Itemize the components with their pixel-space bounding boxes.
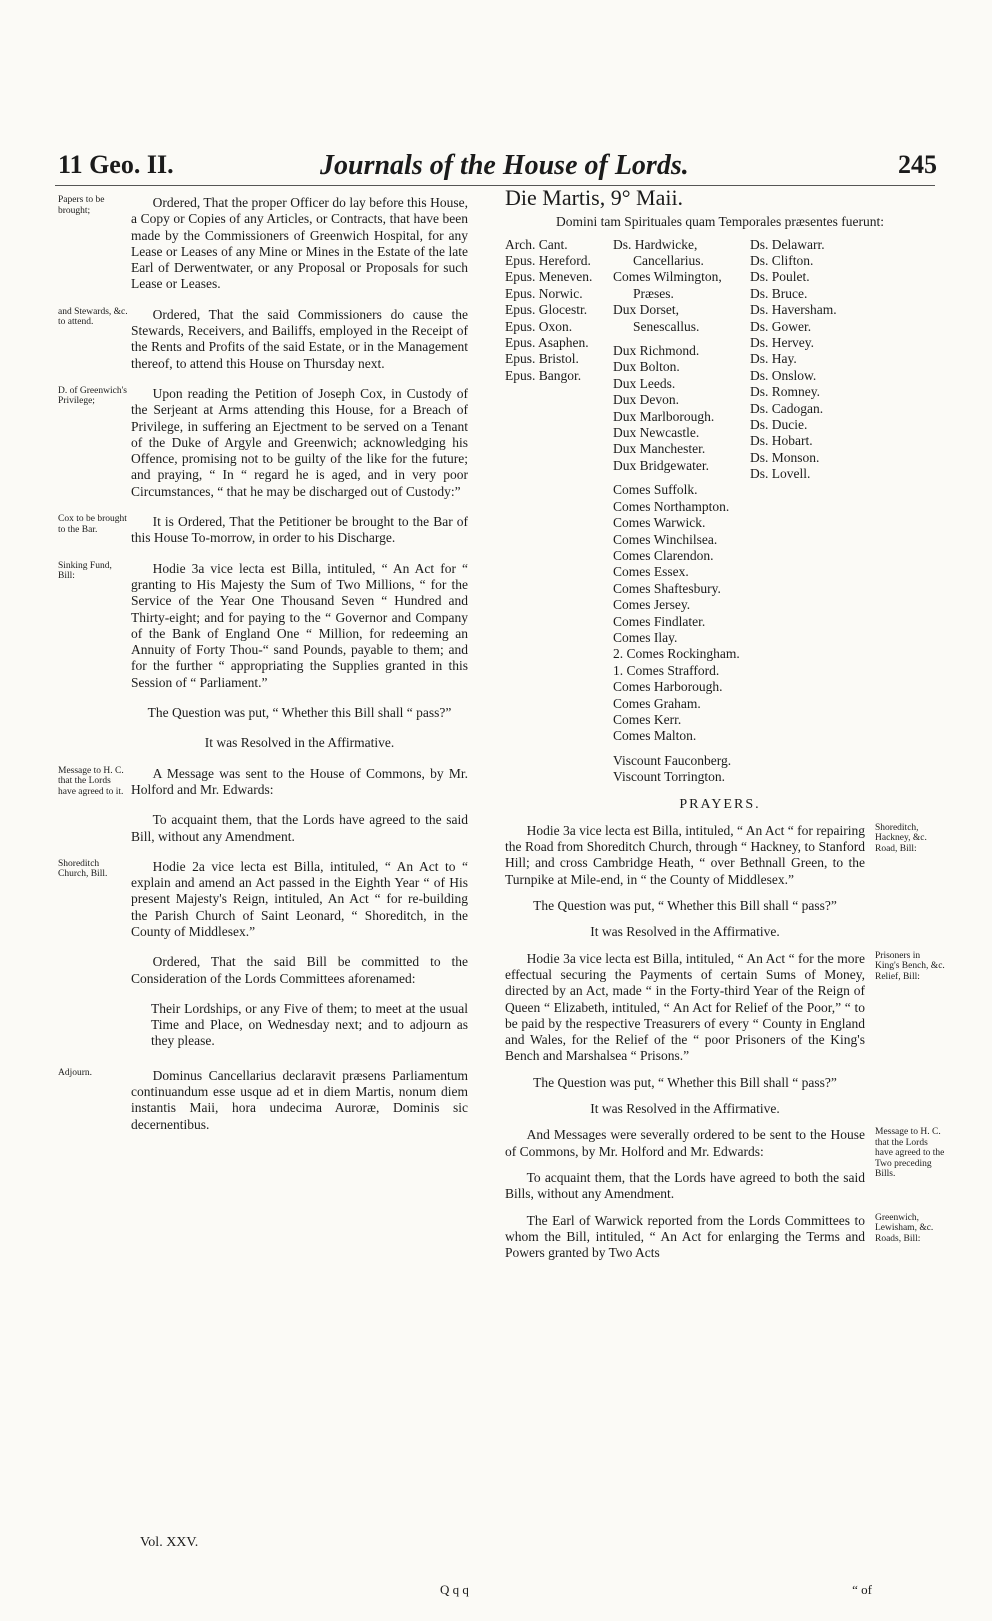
attendee-name: Comes Harborough. xyxy=(613,679,723,695)
page-header-left: 11 Geo. II. xyxy=(58,150,174,179)
margin-note: and Stewards, &c. to attend. xyxy=(58,306,128,328)
entry-text: It was Resolved in the Affirmative. xyxy=(590,924,780,940)
attendee-name xyxy=(613,474,753,482)
page-number: 245 xyxy=(898,150,937,179)
attendee-name: Arch. Cant. xyxy=(505,236,568,252)
entry xyxy=(505,823,935,888)
margin-note: Sinking Fund, Bill: xyxy=(58,560,112,582)
attendee-name: Dux Bolton. xyxy=(613,359,680,375)
attendee-name: Ds. Onslow. xyxy=(750,367,817,383)
entry-text: To acquaint them, that the Lords have agreed to both the said Bills, without any Amendment. xyxy=(505,1169,865,1202)
attendee-name: Comes Malton. xyxy=(613,728,697,744)
entry-text: Ordered, That the proper Officer do lay before this House, a Copy or Copies of any Articles, or Contracts, that have been made by the Commissioners of Greenwich Hospital, for any Lease or Leases of any Mine or Mines in the Estate of the late Earl of Derwentwater, or any Proposal or Proposals for such Lease or Leases. xyxy=(131,195,468,292)
entry-text: The Question was put, “ Whether this Bill shall “ pass?” xyxy=(147,705,452,721)
attendee-name: Comes Jersey. xyxy=(613,597,691,613)
left-column xyxy=(58,195,468,1147)
sitting-date: Die Martis, 9° Maii. xyxy=(505,185,684,210)
entry-adjourn xyxy=(58,1068,468,1133)
attendee-name: Dux Bridgewater. xyxy=(613,457,709,473)
entry-text: A Message was sent to the House of Commons, by Mr. Holford and Mr. Edwards: xyxy=(131,765,468,797)
attendee-name: 2. Comes Rockingham. xyxy=(613,646,740,662)
attendee-name: Ds. Monson. xyxy=(750,449,820,465)
margin-note: Shoreditch Church, Bill. xyxy=(58,858,108,880)
entry-lordships xyxy=(58,1001,468,1050)
entry-privilege xyxy=(58,386,468,500)
attendee-name: 1. Comes Strafford. xyxy=(613,662,720,678)
entry xyxy=(505,1213,935,1262)
attendee-name: Dux Newcastle. xyxy=(613,425,700,441)
attendee-name: Ds. Hervey. xyxy=(750,335,814,351)
attendee-name xyxy=(613,335,753,343)
attendee-name: Epus. Oxon. xyxy=(505,318,573,334)
attendee-name: Ds. Clifton. xyxy=(750,253,814,268)
attendee-name xyxy=(613,745,753,753)
entry-cox xyxy=(58,514,468,547)
entry xyxy=(505,1170,935,1203)
prayers-heading: PRAYERS. xyxy=(679,796,761,812)
attendee-name: Ds. Cadogan. xyxy=(750,400,824,416)
attendee-name: Comes Shaftesbury. xyxy=(613,580,721,596)
attendee-name: Dux Richmond. xyxy=(613,343,700,359)
entry-text: Ordered, That the said Bill be committed to the Consideration of the Lords Committees aforenamed: xyxy=(131,954,468,986)
catchword: “ of xyxy=(852,1582,872,1597)
attendee-name: Comes Kerr. xyxy=(613,711,682,727)
entry-text: Hodie 2a vice lecta est Billa, intituled, “ An Act to “ explain and amend an Act passed in the Eighth Year “ of His present Majesty's Reign, intituled, An Act “ for re-building the Parish Church of Saint Leonard, “ Shoreditch, in the County of Middlesex.” xyxy=(131,858,468,939)
volume-label: Vol. XXV. xyxy=(140,1535,199,1550)
present-heading: Domini tam Spirituales quam Temporales præsentes fuerunt: xyxy=(556,214,884,230)
margin-note: Cox to be brought to the Bar. xyxy=(58,514,127,535)
entry xyxy=(505,1101,935,1117)
margin-note: Message to H. C. that the Lords have agreed to it. xyxy=(58,765,124,797)
attendee-name: Ds. Delawarr. xyxy=(750,236,825,252)
entry-text: Their Lordships, or any Five of them; to meet at the usual Time and Place, on Wednesday next; and to adjourn as they please. xyxy=(151,1000,468,1049)
right-column xyxy=(505,185,945,1271)
entry-text: It was Resolved in the Affirmative. xyxy=(204,735,395,751)
entry-text: It is Ordered, That the Petitioner be brought to the Bar of this House To-morrow, in order to his Discharge. xyxy=(131,514,468,546)
entry-text: Hodie 3a vice lecta est Billa, intituled, “ An Act “ for the more effectual securing the Payments of certain Sums of Money, directed by an Act, made “ in the Forty-third Year of the Reign of Queen “ Elizabeth, intituled, “ An Act for Relief of the Poor,” “ to be paid by the respective Treasurers of every “ County in England and Wales, for the Relief of the “ poor Prisoners of the King's Bench and Marshalsea “ Prisons.” xyxy=(505,950,865,1064)
attendee-name: Comes Suffolk. xyxy=(613,482,698,498)
attendee-name: Epus. Glocestr. xyxy=(505,302,588,318)
entry-committed xyxy=(58,954,468,987)
attendee-name: Comes Warwick. xyxy=(613,515,706,531)
entry xyxy=(505,1075,935,1091)
page-header-title: Journals of the House of Lords. xyxy=(320,150,689,181)
bishops-list xyxy=(505,237,600,385)
entry-text: Dominus Cancellarius declaravit præsens Parliamentum continuandum esse usque ad et in diem Martis, nonum diem instantis Maii, hora undecima Auroræ, Dominis sic decernentibus. xyxy=(131,1067,468,1132)
entry-text: The Question was put, “ Whether this Bill shall “ pass?” xyxy=(533,1074,837,1090)
attendee-name: Ds. Hay. xyxy=(750,351,797,367)
resolved xyxy=(58,735,468,751)
entry-text: Ordered, That the said Commissioners do cause the Stewards, Receivers, and Bailiffs, employed in the Receipt of the Rents and Profits of the said Estate, or in the Management thereof, to attend this House on Thursday next. xyxy=(131,306,468,371)
peers-list xyxy=(613,237,753,786)
attendee-name: Comes Findlater. xyxy=(613,613,706,629)
attendee-name: Comes Northampton. xyxy=(613,498,730,514)
attendee-name: Epus. Bangor. xyxy=(505,367,582,383)
question-put xyxy=(58,705,468,721)
signature: Q q q xyxy=(440,1582,469,1597)
attendee-name: Viscount Torrington. xyxy=(613,769,725,785)
signature-mark xyxy=(440,1582,872,1598)
attendee-name: Ds. Poulet. xyxy=(750,269,810,285)
entry-text: And Messages were severally ordered to be sent to the House of Commons, by Mr. Holford and Mr. Edwards: xyxy=(505,1127,865,1159)
entry-text: Hodie 3a vice lecta est Billa, intituled, “ An Act for “ granting to His Majesty the Sum of Two Millions, “ for the Service of the Year One Thousand Seven “ Hundred and Thirty-eight; and for paying to the “ Governor and Company of the Bank of England One “ Million, for redeeming an Annuity of Forty Thou-“ sand Pounds, payable to them; and for the further “ appropriating the Supplies granted in this Session of “ Parliament.” xyxy=(131,560,468,690)
attendee-name: Comes Winchilsea. xyxy=(613,531,718,547)
margin-note: Papers to be brought; xyxy=(58,195,105,216)
attendee-name: Dux Marlborough. xyxy=(613,408,715,424)
entry-text: Hodie 3a vice lecta est Billa, intituled, “ An Act “ for repairing the Road from Shoreditch Church, through “ Hackney, to Stanford Hill; and cross Cambridge Heath, “ over Bethnall Green, to the Turnpike at Mile-end, in “ the County of Middlesex.” xyxy=(505,822,865,887)
barons-list xyxy=(750,237,890,483)
attendee-name: Ds. Lovell. xyxy=(750,466,811,482)
entry xyxy=(505,1127,945,1180)
entry-message xyxy=(58,766,468,799)
attendee-name: Præses. xyxy=(633,285,674,301)
attendee-name: Comes Ilay. xyxy=(613,629,678,645)
attendee-name: Dux Devon. xyxy=(613,392,679,408)
entry-text: Upon reading the Petition of Joseph Cox, in Custody of the Serjeant at Arms attending this House, for a Breach of Privilege, in suffering an Ejectment to be served on a Tenant of the Duke of Argyle and Greenwich; acknowledging his Offence, promising not to be guilty of the like for the future; and praying, “ In “ regard he is aged, and in very poor Circumstances, “ that he may be discharged out of Custody:” xyxy=(131,385,468,499)
margin-note: D. of Greenwich's Privilege; xyxy=(58,385,127,407)
entry-shoreditch-church xyxy=(58,859,468,940)
entry-papers xyxy=(58,195,468,293)
attendee-name: Epus. Asaphen. xyxy=(505,335,589,351)
attendee-name: Comes Wilmington, xyxy=(613,269,722,285)
attendee-name: Ds. Hobart. xyxy=(750,433,813,449)
attendee-name: Ds. Romney. xyxy=(750,384,820,400)
attendee-name: Ds. Ducie. xyxy=(750,417,808,433)
attendee-name: Epus. Norwic. xyxy=(505,285,583,301)
attendee-name: Senescallus. xyxy=(633,318,700,334)
entry-acquaint xyxy=(58,812,468,845)
attendee-name: Epus. Bristol. xyxy=(505,351,579,367)
margin-note: Adjourn. xyxy=(58,1067,93,1078)
attendee-name: Viscount Fauconberg. xyxy=(613,752,732,768)
entry-text: The Earl of Warwick reported from the Lords Committees to whom the Bill, intituled, “ An Act for enlarging the Terms and Powers granted by Two Acts xyxy=(505,1212,865,1261)
attendance-lists xyxy=(505,236,935,785)
margin-note: Greenwich, Lewisham, &c. Roads, Bill: xyxy=(875,1212,934,1244)
header-rule xyxy=(55,185,935,186)
entry xyxy=(505,950,945,1065)
entry-text: To acquaint them, that the Lords have agreed to the said Bill, without any Amendment. xyxy=(131,812,468,844)
entry-text: The Question was put, “ Whether this Bill shall “ pass?” xyxy=(533,898,837,914)
margin-note: Prisoners in King's Bench, &c. Relief, Bill: xyxy=(875,950,945,982)
attendee-name: Dux Dorset, xyxy=(613,302,679,318)
attendee-name: Cancellarius. xyxy=(633,253,704,268)
entry-sinking-fund xyxy=(58,561,468,691)
attendee-name: Comes Graham. xyxy=(613,695,701,711)
entry-text: It was Resolved in the Affirmative. xyxy=(590,1101,780,1117)
attendee-name: Dux Manchester. xyxy=(613,441,706,457)
entry xyxy=(505,924,935,940)
entry xyxy=(505,898,935,914)
entry-stewards xyxy=(58,307,468,372)
attendee-name: Ds. Haversham. xyxy=(750,302,837,318)
attendee-name: Dux Leeds. xyxy=(613,375,676,391)
right-entries xyxy=(505,822,945,1262)
attendee-name: Comes Essex. xyxy=(613,564,689,580)
attendee-name: Comes Clarendon. xyxy=(613,547,714,563)
attendee-name: Epus. Hereford. xyxy=(505,253,591,268)
margin-note: Shoreditch, Hackney, &c. Road, Bill: xyxy=(875,822,927,854)
attendee-name: Ds. Hardwicke, xyxy=(613,236,698,252)
attendee-name: Epus. Meneven. xyxy=(505,269,593,285)
margin-note: Message to H. C. that the Lords have agreed to the Two preceding Bills. xyxy=(875,1127,945,1180)
attendee-name: Ds. Gower. xyxy=(750,318,812,334)
attendee-name: Ds. Bruce. xyxy=(750,285,808,301)
